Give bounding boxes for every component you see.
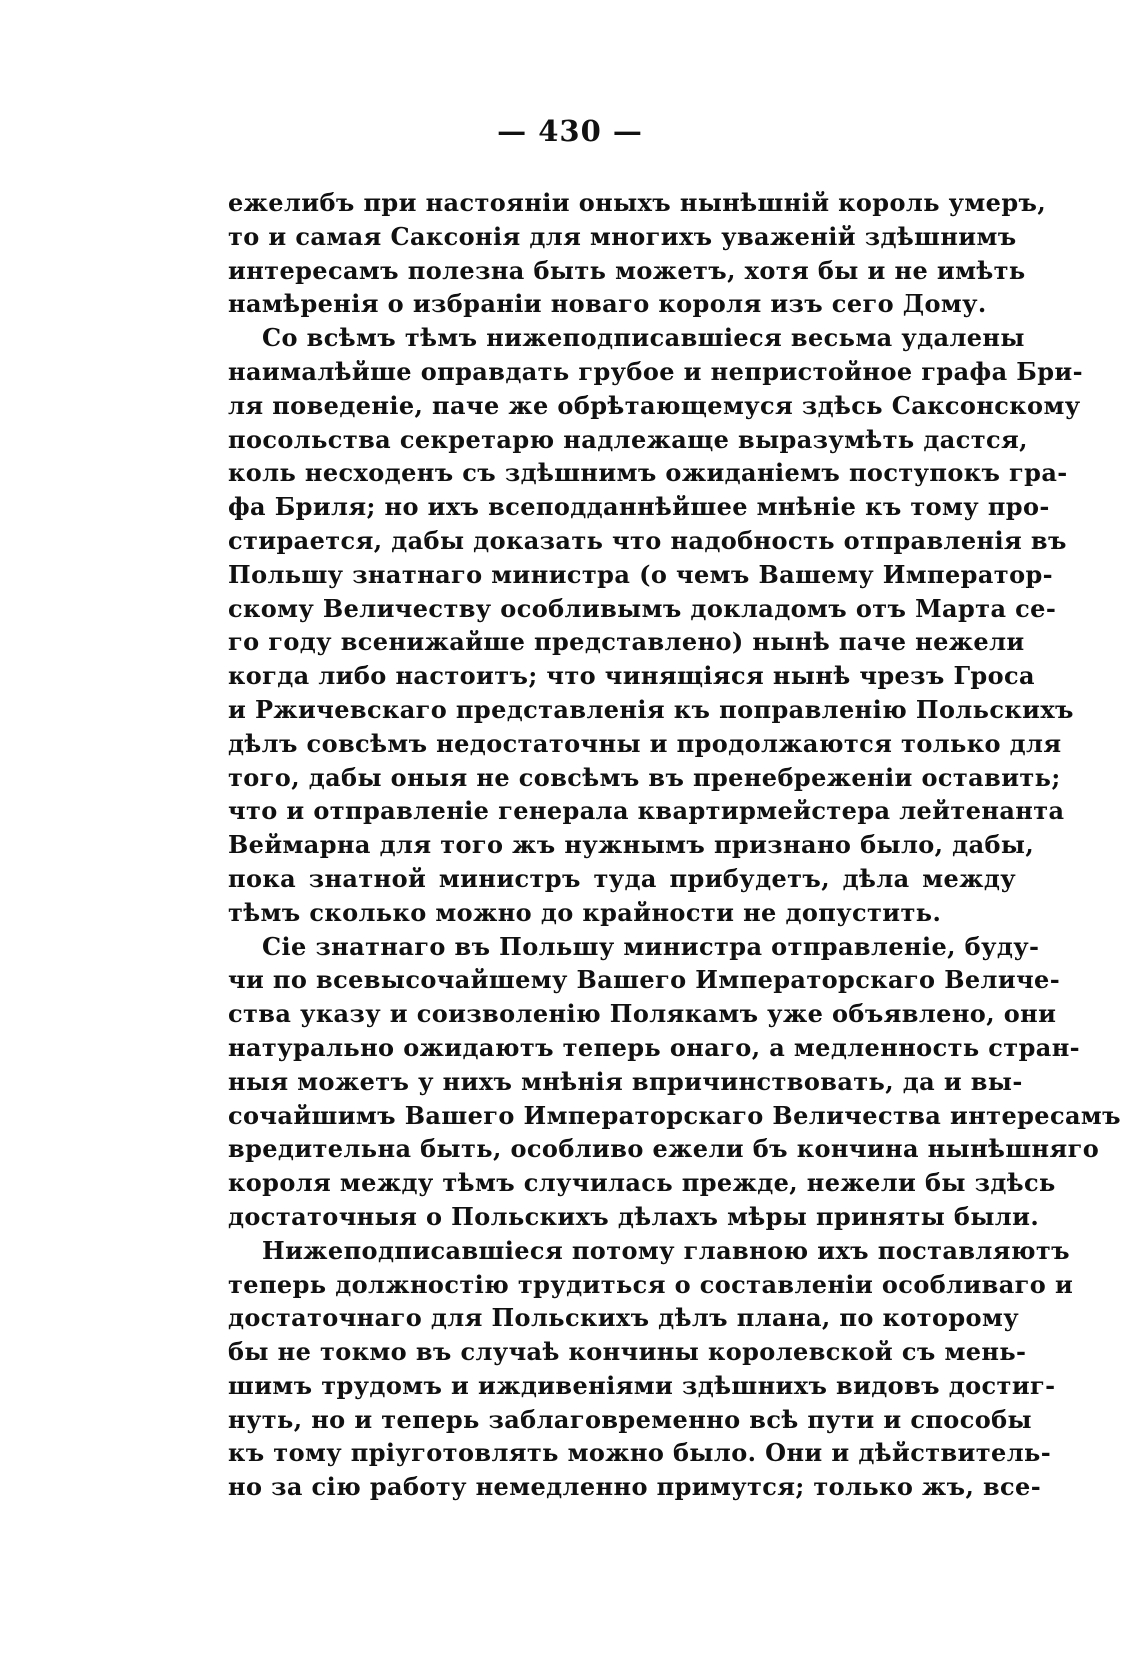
text-line: посольства секретарю надлежаще выразумѣть дастся, (228, 424, 1028, 454)
text-line: пока знатной министръ туда прибудетъ, дѣла между (228, 863, 1016, 893)
text-line: Нижеподписавшiеся потому главною ихъ поставляютъ (262, 1235, 1070, 1265)
text-line: достаточнаго для Польскихъ дѣлъ плана, по которому (228, 1303, 1019, 1333)
text-line: натурально ожидаютъ теперь онаго, а медленность стран- (228, 1032, 1081, 1062)
text-line: но за сiю работу немедленно примутся; только жъ, все- (228, 1472, 1042, 1502)
text-line: теперь должностiю трудиться о составленiи особливаго и (228, 1269, 1074, 1299)
text-line: ныя можетъ у нихъ мнѣнiя впричинствовать, да и вы- (228, 1066, 1023, 1096)
text-line: коль несходенъ съ здѣшнимъ ожиданiемъ поступокъ гра- (228, 458, 1068, 488)
text-line: фа Бриля; но ихъ всеподданнѣйшее мнѣнiе къ тому про- (228, 492, 1050, 522)
text-line: вредительна быть, особливо ежели бъ кончина нынѣшняго (228, 1134, 1100, 1164)
text-line: стирается, дабы доказать что надобность отправленiя въ (228, 525, 1067, 555)
text-line: Польшу знатнаго министра (о чемъ Вашему Император- (228, 559, 1054, 589)
text-line: Сiе знатнаго въ Польшу министра отправленiе, буду- (262, 931, 1040, 961)
text-line: Веймарна для того жъ нужнымъ признано было, дабы, (228, 830, 1035, 860)
text-line: Со всѣмъ тѣмъ нижеподписавшiеся весьма удалены (262, 323, 1025, 353)
text-line: чи по всевысочайшему Вашего Императорскаго Величе- (228, 965, 1061, 995)
text-line: того, дабы оныя не совсѣмъ въ пренебреженiи оставить; (228, 762, 1061, 792)
text-line: ля поведенiе, паче же обрѣтающемуся здѣсь Саксонскому (228, 390, 1081, 420)
text-line: бы не токмо въ случаѣ кончины королевской съ мень- (228, 1337, 1027, 1367)
text-line: достаточныя о Польскихъ дѣлахъ мѣры приняты были. (228, 1201, 1040, 1231)
text-line: ства указу и соизволенiю Полякамъ уже объявлено, они (228, 999, 1057, 1029)
text-line: тѣмъ сколько можно до крайности не допустить. (228, 897, 942, 927)
text-line: что и отправленiе генерала квартирмейстера лейтенанта (228, 796, 1065, 826)
page-number: — 430 — (497, 114, 643, 148)
text-line: короля между тѣмъ случилась прежде, нежели бы здѣсь (228, 1168, 1056, 1198)
text-line: то и самая Саксонiя для многихъ уваженiй здѣшнимъ (228, 221, 1017, 251)
text-line: интересамъ полезна быть можетъ, хотя бы и не имѣть (228, 255, 1026, 285)
text-line: нуть, но и теперь заблаговременно всѣ пути и способы (228, 1404, 1032, 1434)
text-line: сочайшимъ Вашего Императорскаго Величества интересамъ (228, 1100, 1121, 1130)
text-line: шимъ трудомъ и иждивенiями здѣшнихъ видовъ достиг- (228, 1370, 1056, 1400)
text-line: скому Величеству особливымъ докладомъ отъ Марта се- (228, 593, 1057, 623)
body-text (228, 186, 1121, 1504)
text-line: дѣлъ совсѣмъ недостаточны и продолжаются только для (228, 728, 1062, 758)
text-line: намѣренiя о избранiи новаго короля изъ сего Дому. (228, 289, 987, 319)
text-line: наималѣйше оправдать грубое и непристойное графа Бри- (228, 356, 1083, 386)
text-line: го году всенижайше представлено) нынѣ паче нежели (228, 627, 1025, 657)
text-line: и Ржичевскаго представленiя къ поправленiю Польскихъ (228, 694, 1074, 724)
text-line: ежелибъ при настоянiи оныхъ нынѣшнiй король умеръ, (228, 188, 1047, 217)
text-line: къ тому прiуготовлять можно было. Они и дѣйствитель- (228, 1438, 1052, 1468)
text-line: когда либо настоитъ; что чинящiяся нынѣ чрезъ Гроса (228, 661, 1035, 691)
